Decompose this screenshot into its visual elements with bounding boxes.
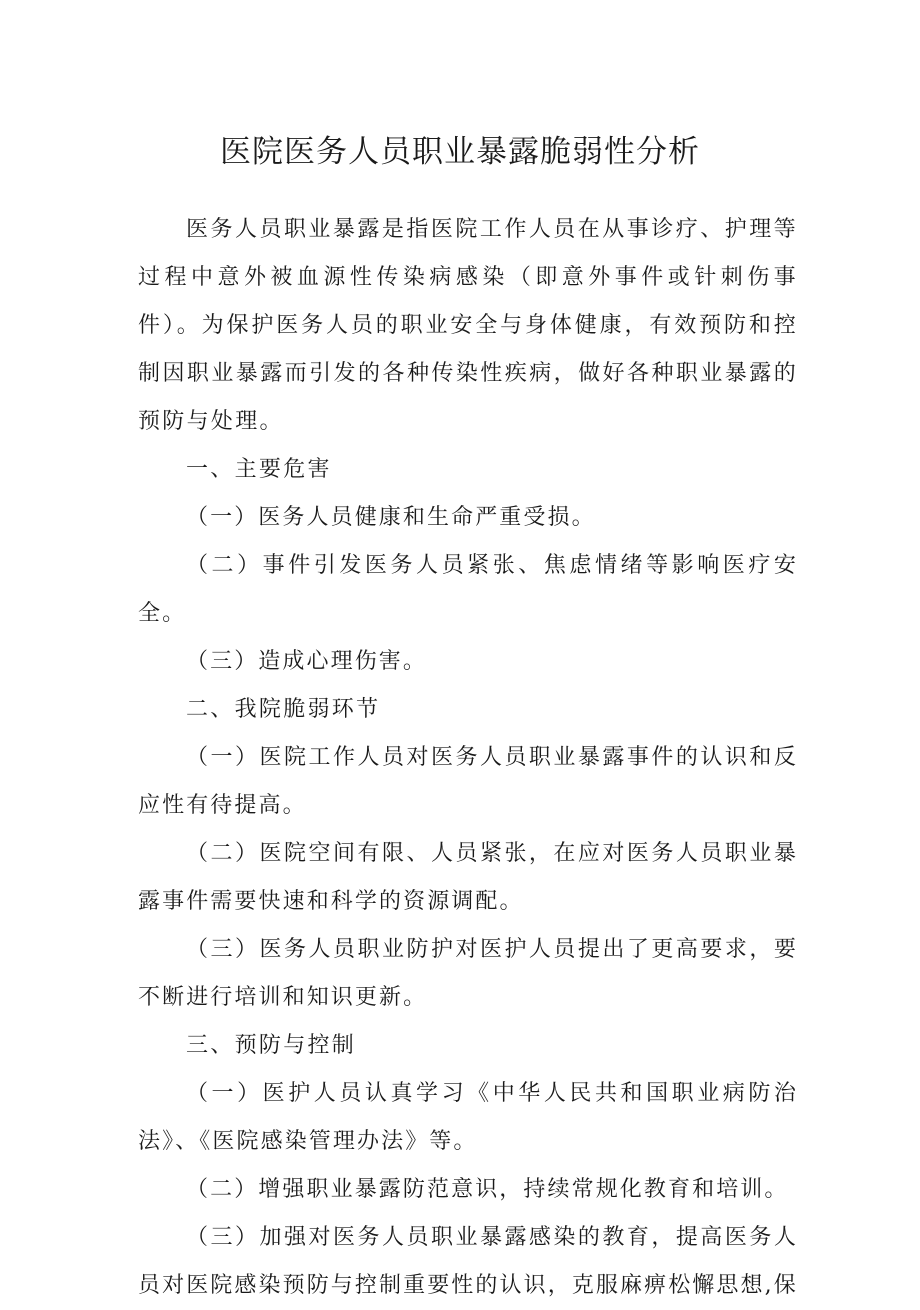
list-item: （一）医护人员认真学习《中华人民共和国职业病防治法》、《医院感染管理办法》等。	[138, 1081, 798, 1154]
list-item: （二）医院空间有限、人员紧张，在应对医务人员职业暴露事件需要快速和科学的资源调配。	[138, 841, 798, 914]
list-item: （三）造成心理伤害。	[186, 649, 428, 674]
list-item: （二）事件引发医务人员紧张、焦虑情绪等影响医疗安全。	[138, 553, 798, 626]
list-item: （二）增强职业暴露防范意识，持续常规化教育和培训。	[186, 1177, 789, 1202]
list-item: （一）医院工作人员对医务人员职业暴露事件的认识和反应性有待提高。	[138, 745, 798, 818]
document-body	[138, 206, 798, 1310]
section-heading: 三、预防与控制	[186, 1033, 357, 1058]
list-item: （三）加强对医务人员职业暴露感染的教育，提高医务人员对医院感染预防与控制重要性的认识，克服麻痹松懈思想,保	[138, 1225, 798, 1298]
list-item: （三）医务人员职业防护对医护人员提出了更高要求，要不断进行培训和知识更新。	[138, 937, 798, 1010]
document-title: 医院医务人员职业暴露脆弱性分析	[220, 134, 700, 170]
section-heading: 二、我院脆弱环节	[186, 697, 381, 722]
section-vulnerable-links	[138, 686, 798, 1022]
list-item: （一）医务人员健康和生命严重受损。	[186, 505, 596, 530]
intro-paragraph: 医务人员职业暴露是指医院工作人员在从事诊疗、护理等过程中意外被血源性传染病感染（即意外事件或针刺伤事件）。为保护医务人员的职业安全与身体健康，有效预防和控制因职业暴露而引发的各种传染性疾病，做好各种职业暴露的预防与处理。	[138, 217, 798, 434]
section-main-hazards	[138, 446, 798, 686]
section-prevention-control	[138, 1022, 798, 1310]
section-heading: 一、主要危害	[186, 457, 332, 482]
